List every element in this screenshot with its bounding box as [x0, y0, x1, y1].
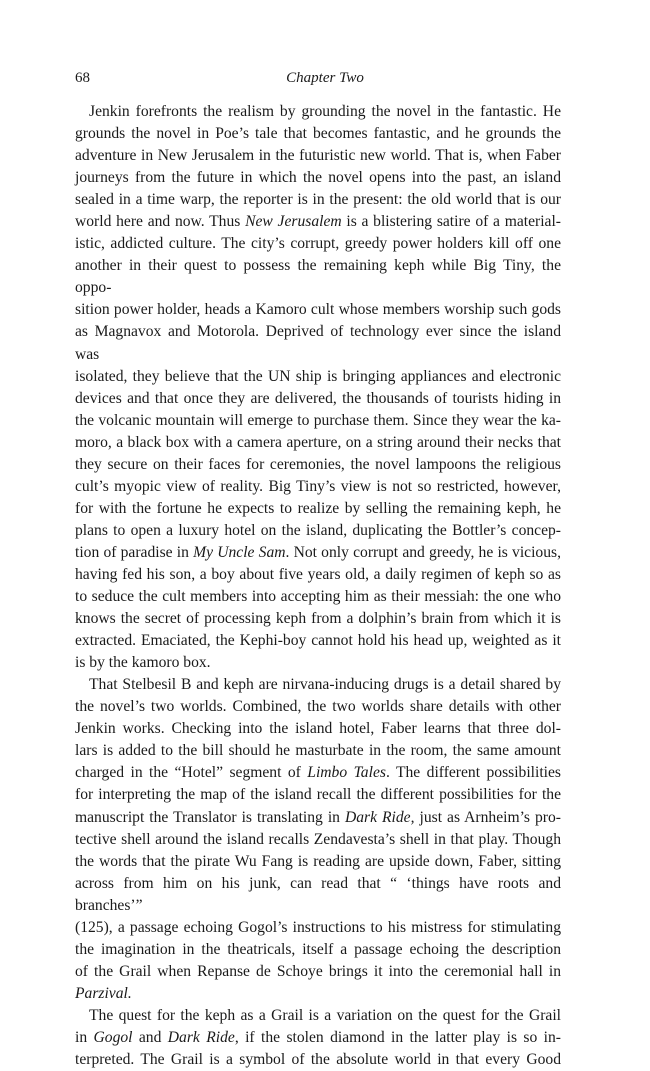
text-line: sealed in a time warp, the reporter is in the present: the old world that is our [75, 191, 561, 209]
text-line [75, 211, 561, 233]
text-segment: manuscript the Translator is translating in [75, 808, 345, 826]
text-line: of the Grail when Repanse de Schoye brings it into the ceremonial hall in [75, 962, 561, 980]
text-line: That Stelbesil B and keph are nirvana-inducing drugs is a detail shared by [89, 676, 561, 694]
text-line: Jenkin works. Checking into the island hotel, Faber learns that three dol- [75, 720, 561, 738]
italic-title: Gogol [93, 1028, 133, 1046]
text-line [75, 542, 561, 564]
paragraph [75, 674, 561, 1005]
text-segment: charged in the “Hotel” segment of [75, 764, 308, 782]
text-line: having fed his son, a boy about five years old, a daily regimen of keph so as [75, 565, 561, 583]
text-line: moro, a black box with a camera aperture, on a string around their necks that [75, 433, 561, 451]
text-line: knows the secret of processing keph from a dolphin’s brain from which it is [75, 610, 561, 628]
text-line: as Magnavox and Motorola. Deprived of technology ever since the island was [75, 323, 561, 363]
text-line: adventure in New Jerusalem in the futuristic new world. That is, when Faber [75, 147, 561, 165]
italic-title: Dark Ride [167, 1028, 235, 1046]
paragraph [75, 101, 561, 674]
italic-title: My Uncle Sam [193, 543, 286, 561]
text-line [75, 762, 561, 784]
italic-title: Dark Ride, [344, 808, 415, 826]
text-segment: and [132, 1028, 168, 1046]
text-line: Jenkin forefronts the realism by grounding the novel in the fantastic. He [89, 103, 561, 120]
text-line: plans to open a luxury hotel on the island, duplicating the Bottler’s concep- [75, 521, 561, 539]
text-line: grounds the novel in Poe’s tale that becomes fantastic, and he grounds the [75, 125, 561, 143]
body-text [75, 101, 561, 1071]
text-line: they secure on their faces for ceremonies, the novel lampoons the religious [75, 455, 561, 473]
text-line: cult’s myopic view of reality. Big Tiny’s view is not so restricted, however, [75, 477, 561, 495]
text-segment: in [75, 1028, 94, 1046]
text-line: the words that the pirate Wu Fang is reading are upside down, Faber, sitting [75, 852, 561, 870]
text-line: isolated, they believe that the UN ship is bringing appliances and electronic [75, 367, 561, 385]
text-segment: . The different possibilities [385, 764, 561, 782]
text-segment: just as Arnheim’s pro- [414, 808, 561, 826]
italic-title: New Jerusalem [245, 213, 342, 231]
text-line: journeys from the future in which the novel opens into the past, an island [75, 169, 561, 187]
text-line: is by the kamoro box. [75, 654, 211, 672]
text-segment: is a blistering satire of a material- [341, 213, 561, 231]
page-number: 68 [75, 70, 90, 86]
text-line: the imagination in the theatricals, itself a passage echoing the description [75, 940, 561, 958]
text-line: for with the fortune he expects to realize by selling the remaining keph, he [75, 499, 561, 517]
italic-title: Limbo Tales [307, 764, 386, 782]
text-segment: tion of paradise in [75, 543, 194, 561]
text-line: extracted. Emaciated, the Kephi-boy cannot hold his head up, weighted as it [75, 632, 561, 650]
text-line: to seduce the cult members into accepting him as their messiah: the one who [75, 588, 561, 606]
text-line: lars is added to the bill should he masturbate in the room, the same amount [75, 742, 561, 760]
text-line: devices and that once they are delivered, the thousands of tourists hiding in [75, 389, 561, 407]
italic-title: Parzival. [75, 984, 132, 1002]
text-line: The quest for the keph as a Grail is a variation on the quest for the Grail [89, 1006, 561, 1024]
text-line: the volcanic mountain will emerge to purchase them. Since they wear the ka- [75, 411, 561, 429]
text-line: the novel’s two worlds. Combined, the two worlds share details with other [75, 698, 561, 716]
text-segment: , if the stolen diamond in the latter play is so in- [234, 1028, 561, 1046]
text-segment: world here and now. Thus [75, 213, 246, 231]
text-line: for interpreting the map of the island recall the different possibilities for the [75, 786, 561, 804]
running-head: Chapter Two [286, 70, 364, 86]
text-line: istic, addicted culture. The city’s corrupt, greedy power holders kill off one [75, 235, 561, 253]
text-line: sition power holder, heads a Kamoro cult whose members worship such gods [75, 301, 561, 319]
text-line: across from him on his junk, can read that “ ‘things have roots and branches’” [75, 874, 561, 914]
text-line: (125), a passage echoing Gogol’s instructions to his mistress for stimulating [75, 918, 561, 936]
text-line [75, 807, 561, 829]
text-line [75, 983, 561, 1005]
text-line [75, 1027, 561, 1049]
text-line: terpreted. The Grail is a symbol of the absolute world in that every Good [75, 1051, 561, 1069]
text-line: another in their quest to possess the remaining keph while Big Tiny, the oppo- [75, 257, 561, 297]
paragraph [75, 1005, 561, 1071]
text-segment: . Not only corrupt and greedy, he is vicious, [285, 543, 561, 561]
text-line: tective shell around the island recalls Zendavesta’s shell in that play. Though [75, 830, 561, 848]
